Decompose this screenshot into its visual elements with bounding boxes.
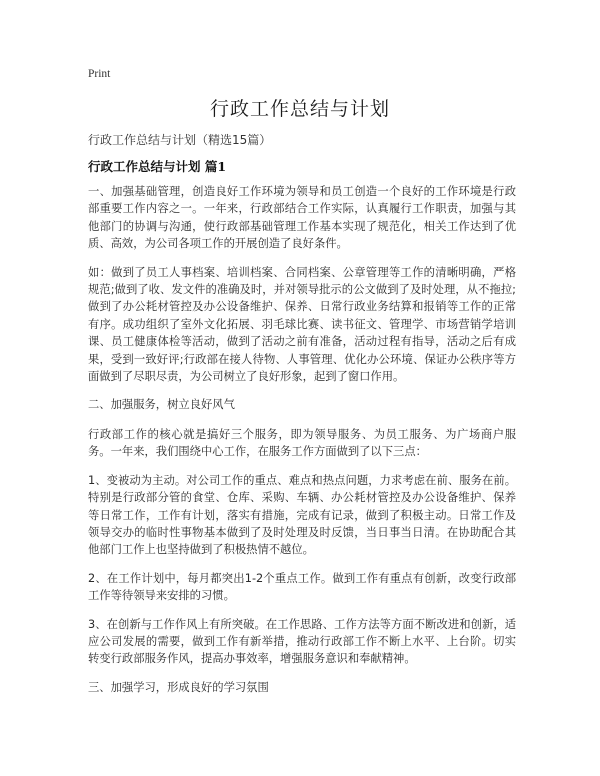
paragraph-basic-management: 一、加强基础管理，创造良好工作环境为领导和员工创造一个良好的工作环境是行政部重要工作内容之一。一年来，行政部结合工作实际，认真履行工作职责，加强与其他部门的协调与沟通，使行政部基础管理工作基本实现了规范化，相关工作达到了优质、高效，为公司各项工作的开展创造了良好条件。 [88, 185, 516, 251]
paragraph-learning-heading: 三、加强学习，形成良好的学习氛围 [88, 680, 269, 694]
paragraph-service-heading: 二、加强服务，树立良好风气 [88, 398, 235, 412]
paragraph-point-2: 2、在工作计划中，每月都突出1-2个重点工作。做到工作有重点有创新，改变行政部工作等待领导来安排的习惯。 [88, 571, 516, 603]
print-link[interactable]: Print [88, 68, 111, 80]
document-body [88, 183, 516, 708]
section-heading: 行政工作总结与计划 篇1 [88, 159, 227, 174]
document-title: 行政工作总结与计划 [209, 98, 390, 120]
paragraph-point-3: 3、在创新与工作作风上有所突破。在工作思路、工作方法等方面不断改进和创新，适应公司发展的需要，做到工作有新举措，推动行政部工作不断上水平、上台阶。切实转变行政部服务作风，提高办事效率，增强服务意识和奉献精神。 [88, 617, 516, 666]
paragraph-point-1: 1、变被动为主动。对公司工作的重点、难点和热点问题，力求考虑在前、服务在前。特别是行政部分管的食堂、仓库、采购、车辆、办公耗材管控及办公设备维护、保养等日常工作，工作有计划，落实有措施，完成有记录，做到了积极主动。日常工作及领导交办的临时性事物基本做到了及时处理及时反馈，当日事当日清。在协助配合其他部门工作上也坚持做到了积极热情不越位。 [88, 473, 516, 557]
paragraph-achievements: 如：做到了员工人事档案、培训档案、合同档案、公章管理等工作的清晰明确，严格规范;做到了收、发文件的准确及时，并对领导批示的公文做到了及时处理，从不拖拉;做到了办公耗材管控及办公设备维护、保养、日常行政业务结算和报销等工作的正常有序。成功组织了室外文化拓展、羽毛球比赛、读书征文、管理学、市场营销学培训课、员工健康体检等活动，做到了活动之前有准备，活动过程有指导，活动之后有成果，受到一致好评;行政部在接人待物、人事管理、优化办公环境、保证办公秩序等方面做到了尽职尽责，为公司树立了良好形象，起到了窗口作用。 [88, 265, 516, 384]
paragraph-service-core: 行政部工作的核心就是搞好三个服务，即为领导服务、为员工服务、为广场商户服务。一年来，我们围绕中心工作，在服务工作方面做到了以下三点： [88, 427, 516, 459]
document-subtitle: 行政工作总结与计划（精选15篇） [88, 133, 272, 147]
